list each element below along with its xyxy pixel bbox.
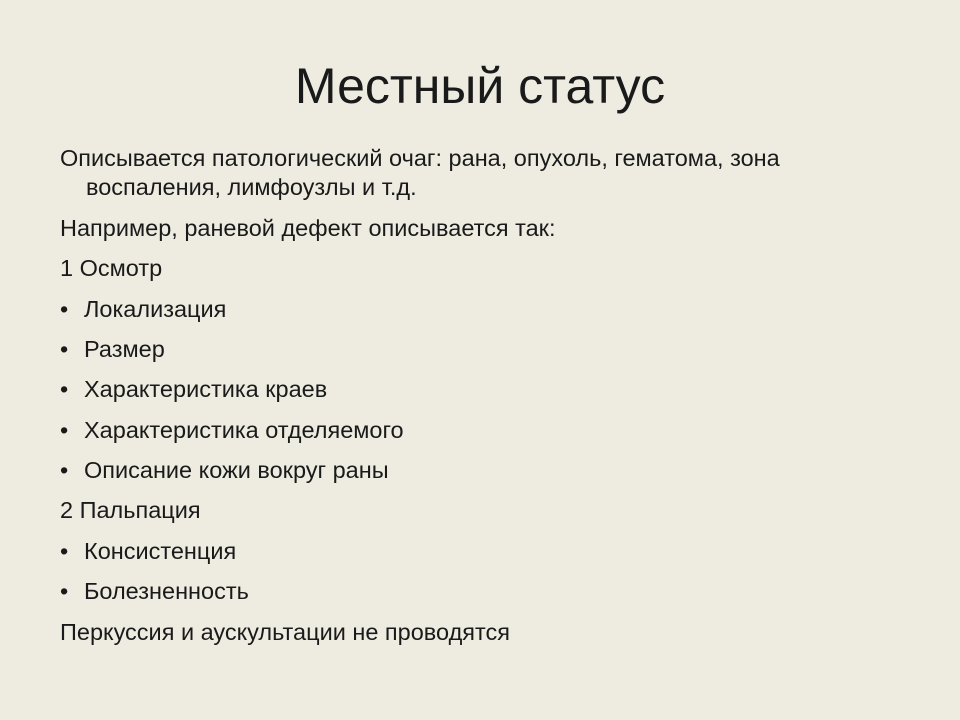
bullet-item [60, 335, 920, 364]
bullet-text: Локализация [84, 295, 227, 322]
bullet-icon: • [60, 376, 69, 403]
section-heading-inspection: 1 Осмотр [60, 255, 163, 282]
bullet-item [60, 416, 920, 445]
slide-content [60, 144, 920, 658]
bullet-text: Размер [84, 335, 165, 362]
bullet-icon: • [60, 416, 69, 443]
bullet-item [60, 375, 920, 404]
bullet-item [60, 537, 920, 566]
bullet-icon: • [60, 537, 69, 564]
bullet-text: Консистенция [84, 537, 237, 564]
bullet-text: Описание кожи вокруг раны [84, 457, 389, 483]
paragraph-description: Описывается патологический очаг: рана, опухоль, гематома, зона воспаления, лимфоузлы и т.д. [60, 145, 780, 201]
bullet-item [60, 295, 920, 324]
bullet-icon: • [60, 457, 69, 483]
bullet-item [60, 456, 920, 485]
section-heading-palpation: 2 Пальпация [60, 497, 201, 524]
paragraph-note: Перкуссия и аускультации не проводятся [60, 618, 510, 645]
bullet-icon: • [60, 295, 69, 322]
slide-title: Местный статус [294, 58, 666, 114]
paragraph-example: Например, раневой дефект описывается так: [60, 214, 556, 241]
bullet-item [60, 577, 920, 606]
bullet-text: Болезненность [84, 578, 249, 605]
bullet-text: Характеристика отделяемого [84, 416, 404, 443]
bullet-icon: • [60, 335, 69, 362]
bullet-icon: • [60, 578, 69, 605]
bullet-text: Характеристика краев [84, 376, 328, 403]
